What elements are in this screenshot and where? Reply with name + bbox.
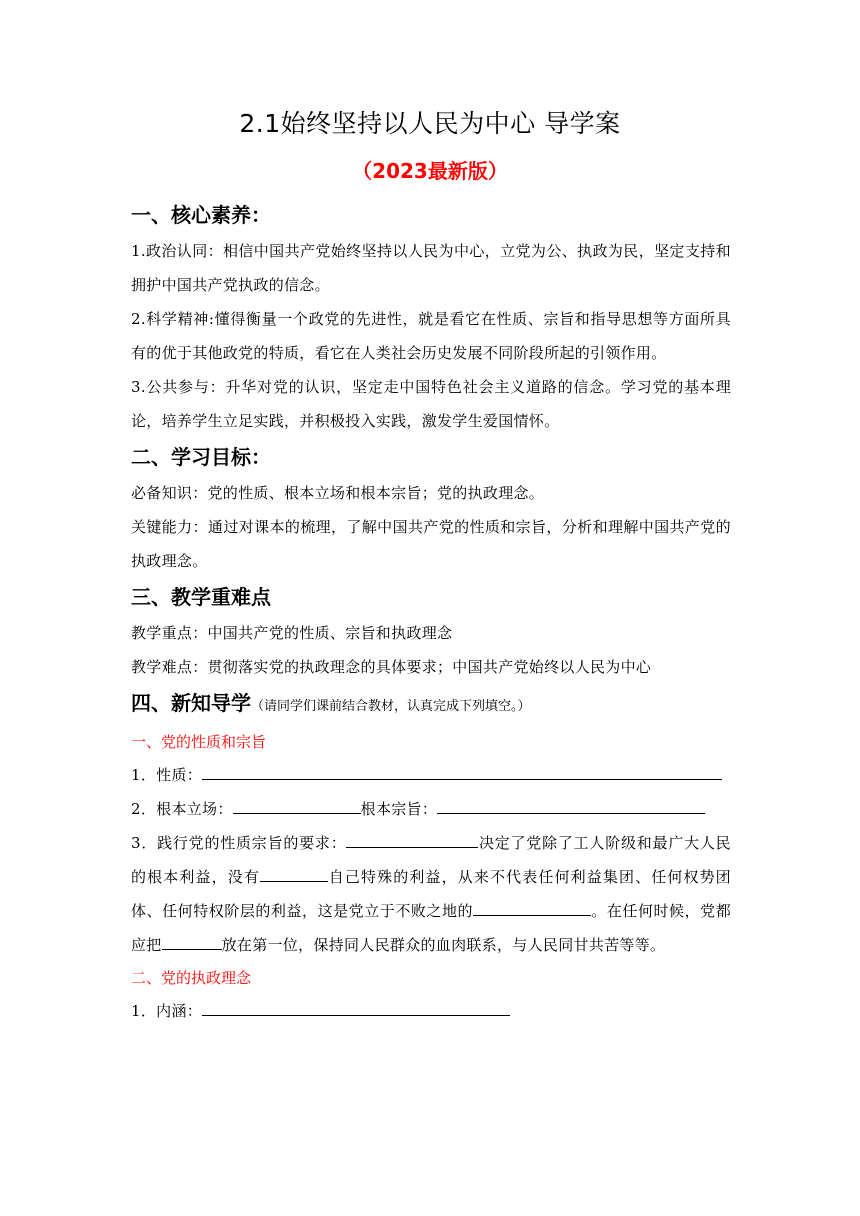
question-connotation-label: 1．内涵： — [131, 1002, 203, 1020]
paragraph-political-identity: 1.政治认同：相信中国共产党始终坚持以人民为中心，立党为公、执政为民，坚定支持和拥护中国共产党执政的信念。 — [131, 242, 731, 294]
fill-blank-stance[interactable] — [233, 795, 361, 814]
question-practice-label: 3．践行党的性质宗旨的要求： — [131, 834, 347, 852]
paragraph-essential-knowledge: 必备知识：党的性质、根本立场和根本宗旨；党的执政理念。 — [131, 484, 545, 502]
subheading-governing-philosophy: 二、党的执政理念 — [131, 969, 252, 987]
question-stance-label: 2．根本立场： — [131, 800, 233, 818]
question-purpose-label: 根本宗旨： — [360, 800, 438, 818]
paragraph-teaching-difficulty: 教学难点：贯彻落实党的执政理念的具体要求；中国共产党始终以人民为中心 — [131, 658, 652, 676]
fill-blank-practice-3[interactable] — [473, 897, 591, 916]
section-heading-new-knowledge — [131, 686, 731, 724]
question-practice-requirements — [131, 826, 731, 962]
question-practice-text-3: 。在任何时候，党都应把 — [131, 902, 731, 954]
fill-blank-purpose[interactable] — [437, 795, 705, 814]
question-connotation — [131, 994, 731, 1028]
question-nature-label: 1．性质： — [131, 766, 203, 784]
question-practice-text-2: 自己特殊的利益，从来不代表任何利益集团、任何权势团体、任何特权阶层的利益，这是党立于不败之地的 — [131, 868, 731, 920]
paragraph-teaching-focus: 教学重点：中国共产党的性质、宗旨和执政理念 — [131, 624, 453, 642]
section-heading-new-knowledge-label: 四、新知导学 — [131, 691, 251, 715]
question-practice-text-4: 放在第一位，保持同人民群众的血肉联系，与人民同甘共苦等等。 — [221, 936, 666, 954]
fill-blank-nature[interactable] — [202, 761, 722, 780]
paragraph-scientific-spirit: 2.科学精神:懂得衡量一个政党的先进性，就是看它在性质、宗旨和指导思想等方面所具有的优于其他政党的特质，看它在人类社会历史发展不同阶段所起的引领作用。 — [131, 310, 731, 362]
question-practice-text-1: 决定了党除了工人阶级和最广大人民的根本利益，没有 — [131, 834, 731, 886]
paragraph-public-participation: 3.公共参与：升华对党的认识，坚定走中国特色社会主义道路的信念。学习党的基本理论，培养学生立足实践，并积极投入实践，激发学生爱国情怀。 — [131, 378, 731, 430]
section-heading-learning-goals: 二、学习目标： — [131, 445, 271, 469]
section-heading-core-literacy: 一、核心素养： — [131, 203, 271, 227]
page-title: 2.1始终坚持以人民为中心 导学案 — [239, 109, 621, 138]
document-body — [131, 196, 731, 1028]
paragraph-key-ability: 关键能力：通过对课本的梳理，了解中国共产党的性质和宗旨，分析和理解中国共产党的执政理念。 — [131, 518, 731, 570]
section-heading-key-difficult-points: 三、教学重难点 — [131, 585, 271, 609]
fill-blank-practice-1[interactable] — [346, 829, 478, 848]
section-heading-note: （请同学们课前结合教材，认真完成下列填空。） — [251, 699, 531, 714]
question-stance-purpose — [131, 792, 731, 826]
page-subtitle: （2023最新版） — [352, 159, 508, 183]
fill-blank-connotation[interactable] — [202, 997, 510, 1016]
subheading-nature-purpose: 一、党的性质和宗旨 — [131, 733, 267, 751]
fill-blank-practice-4[interactable] — [162, 931, 222, 950]
question-nature — [131, 758, 731, 792]
fill-blank-practice-2[interactable] — [260, 863, 328, 882]
